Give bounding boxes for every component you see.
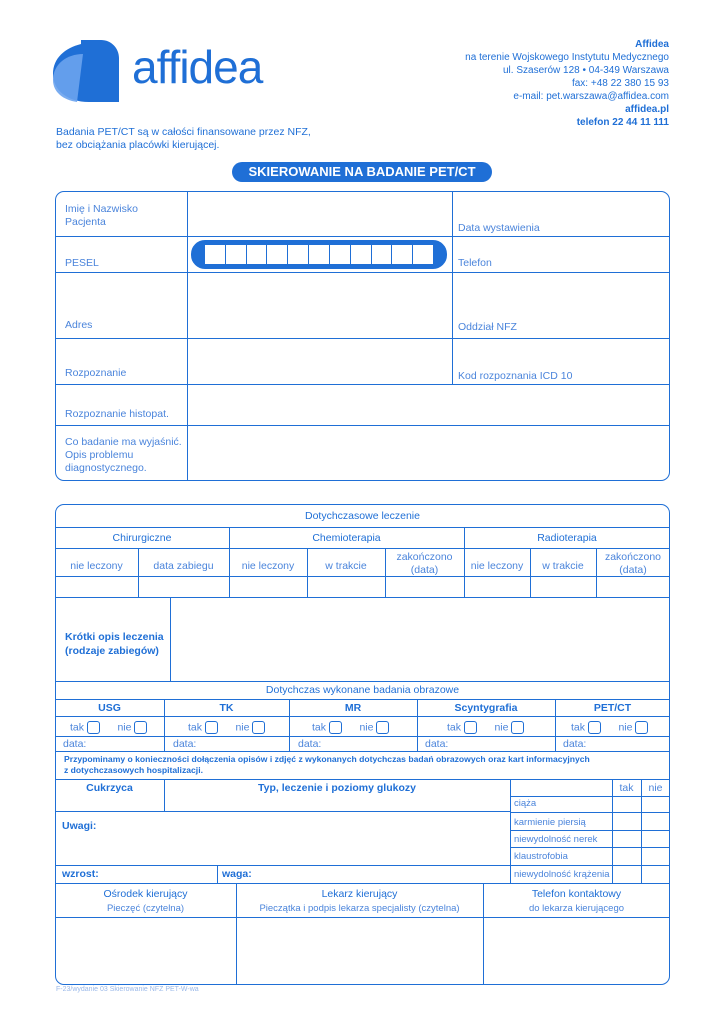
question-label: Co badanie ma wyjaśnić. Opis problemu diagnostycznego. bbox=[65, 436, 182, 474]
form-title: SKIEROWANIE NA BADANIE PET/CT bbox=[232, 162, 492, 182]
mr-header: MR bbox=[344, 702, 362, 714]
petct-date: data: bbox=[563, 738, 587, 750]
treatment-summary-label: Krótki opis leczenia (rodzaje zabiegów) bbox=[65, 631, 164, 657]
divider bbox=[217, 865, 218, 883]
glucose-label: Typ, leczenie i poziomy glukozy bbox=[258, 782, 416, 794]
condition-yes-header: tak bbox=[619, 782, 634, 794]
phone: telefon 22 44 11 111 bbox=[576, 117, 669, 128]
patient-name-field[interactable] bbox=[188, 192, 451, 235]
contact-phone-field[interactable] bbox=[485, 919, 668, 982]
remarks-field[interactable] bbox=[57, 813, 509, 863]
radio-header: Radioterapia bbox=[537, 532, 597, 544]
scintigraphy-date: data: bbox=[425, 738, 449, 750]
scintigraphy-header: Scyntygrafia bbox=[454, 702, 518, 714]
height-label: wzrost: bbox=[62, 868, 99, 880]
address-field[interactable] bbox=[188, 274, 451, 337]
chemo-in-progress: w trakcie bbox=[325, 560, 367, 572]
surgery-header: Chirurgiczne bbox=[112, 532, 172, 544]
company-name: Affidea bbox=[635, 39, 669, 50]
histopat-field[interactable] bbox=[188, 386, 668, 424]
note-line1: Badania PET/CT są w całości finansowane przez NFZ, bbox=[56, 126, 311, 138]
question-field[interactable] bbox=[188, 427, 668, 479]
divider bbox=[55, 384, 670, 385]
condition-circulation: niewydolność krążenia bbox=[514, 869, 610, 880]
address-block bbox=[465, 38, 669, 129]
mr-date: data: bbox=[298, 738, 322, 750]
divider bbox=[55, 716, 670, 717]
diabetes-label: Cukrzyca bbox=[86, 782, 133, 794]
usg-header: USG bbox=[98, 702, 121, 714]
mr-yes-checkbox[interactable] bbox=[329, 721, 342, 734]
usg-yes-checkbox[interactable] bbox=[87, 721, 100, 734]
divider bbox=[55, 338, 670, 339]
affidea-logo-icon bbox=[53, 40, 128, 102]
divider bbox=[55, 527, 670, 528]
divider bbox=[55, 548, 670, 549]
mr-yes-no: tak nie bbox=[312, 721, 389, 734]
form-footer: F-23/wydanie 03 Skierowanie NFZ PET-W-wa bbox=[56, 986, 199, 993]
usg-date: data: bbox=[63, 738, 87, 750]
divider bbox=[55, 236, 670, 237]
contact-phone-sub: do lekarza kierującego bbox=[528, 903, 625, 914]
radio-not-treated: nie leczony bbox=[470, 560, 524, 572]
divider bbox=[510, 779, 511, 883]
tk-no-checkbox[interactable] bbox=[252, 721, 265, 734]
divider bbox=[55, 425, 670, 426]
divider bbox=[510, 830, 670, 831]
referring-center-sub: Pieczęć (czytelna) bbox=[106, 903, 185, 914]
icd-label: Kod rozpoznania ICD 10 bbox=[458, 370, 573, 382]
divider bbox=[55, 597, 670, 598]
address-line1: na terenie Wojskowego Instytutu Medycznego bbox=[465, 52, 669, 63]
diagnosis-label: Rozpoznanie bbox=[65, 367, 127, 379]
tk-yes-no: tak nie bbox=[188, 721, 265, 734]
email: e-mail: pet.warszawa@affidea.com bbox=[513, 91, 669, 102]
divider bbox=[55, 751, 670, 752]
usg-no-checkbox[interactable] bbox=[134, 721, 147, 734]
referring-doctor-sub: Pieczątka i podpis lekarza specjalisty (czytelna) bbox=[259, 903, 460, 914]
condition-no-header: nie bbox=[648, 782, 663, 794]
divider bbox=[510, 812, 670, 813]
radio-in-progress: w trakcie bbox=[542, 560, 584, 572]
scintigraphy-yes-checkbox[interactable] bbox=[464, 721, 477, 734]
usg-yes-no: tak nie bbox=[70, 721, 147, 734]
patient-name-label: Imię i Nazwisko Pacjenta bbox=[65, 203, 138, 228]
center-stamp-field[interactable] bbox=[57, 919, 235, 982]
chemo-not-treated: nie leczony bbox=[241, 560, 295, 572]
nfz-label: Oddział NFZ bbox=[458, 321, 517, 333]
divider bbox=[170, 597, 171, 681]
website: affidea.pl bbox=[625, 104, 669, 115]
divider bbox=[55, 883, 670, 884]
scintigraphy-yes-no: tak nie bbox=[447, 721, 524, 734]
divider bbox=[55, 917, 670, 918]
imaging-header: Dotychczas wykonane badania obrazowe bbox=[265, 684, 460, 696]
weight-label: waga: bbox=[222, 868, 252, 880]
issue-date-field[interactable] bbox=[453, 192, 668, 220]
divider bbox=[510, 865, 670, 866]
pesel-label: PESEL bbox=[65, 257, 99, 269]
remarks-label: Uwagi: bbox=[62, 820, 97, 832]
condition-pregnancy: ciąża bbox=[514, 798, 537, 809]
divider bbox=[55, 811, 510, 812]
issue-date-label: Data wystawienia bbox=[458, 222, 540, 234]
chemo-finished: zakończono (data) bbox=[396, 551, 453, 576]
petct-yes-checkbox[interactable] bbox=[588, 721, 601, 734]
surgery-date: data zabiegu bbox=[153, 560, 214, 572]
divider bbox=[55, 576, 670, 577]
imaging-reminder: Przypominamy o konieczności dołączenia opisów i zdjęć z wykonanych dotychczas badań obrazowych oraz kart informacyjnych z dotychczasowych hospitalizacji. bbox=[64, 754, 590, 775]
divider bbox=[510, 847, 670, 848]
petct-no-checkbox[interactable] bbox=[635, 721, 648, 734]
histopat-label: Rozpoznanie histopat. bbox=[65, 408, 169, 420]
pesel-field[interactable] bbox=[191, 240, 447, 269]
surgery-not-treated: nie leczony bbox=[70, 560, 123, 572]
referring-center-label: Ośrodek kierujący bbox=[103, 888, 188, 900]
fax: fax: +48 22 380 15 93 bbox=[571, 78, 669, 89]
financing-note bbox=[56, 126, 311, 152]
divider bbox=[55, 681, 670, 682]
doctor-signature-field[interactable] bbox=[238, 919, 482, 982]
phone-label: Telefon bbox=[458, 257, 492, 269]
diagnosis-field[interactable] bbox=[188, 340, 451, 383]
divider bbox=[55, 736, 670, 737]
mr-no-checkbox[interactable] bbox=[376, 721, 389, 734]
radio-finished: zakończono (data) bbox=[604, 551, 662, 576]
chemo-header: Chemioterapia bbox=[312, 532, 381, 544]
tk-yes-checkbox[interactable] bbox=[205, 721, 218, 734]
divider bbox=[55, 779, 670, 780]
divider bbox=[55, 865, 510, 866]
condition-claustrophobia: klaustrofobia bbox=[514, 851, 568, 862]
petct-header: PET/CT bbox=[593, 702, 632, 714]
contact-phone-label: Telefon kontaktowy bbox=[531, 888, 622, 900]
address-line2: ul. Szaserów 128 • 04-349 Warszawa bbox=[503, 65, 669, 76]
treatment-header: Dotychczasowe leczenie bbox=[305, 510, 420, 522]
address-label: Adres bbox=[65, 319, 93, 331]
condition-breastfeeding: karmienie piersią bbox=[514, 817, 586, 828]
tk-date: data: bbox=[173, 738, 197, 750]
petct-yes-no: tak nie bbox=[571, 721, 648, 734]
divider bbox=[55, 699, 670, 700]
divider bbox=[55, 272, 670, 273]
note-line2: bez obciążania placówki kierującej. bbox=[56, 139, 220, 151]
tk-header: TK bbox=[219, 702, 234, 714]
scintigraphy-no-checkbox[interactable] bbox=[511, 721, 524, 734]
condition-kidney: niewydolność nerek bbox=[514, 834, 598, 845]
treatment-summary-field[interactable] bbox=[172, 599, 668, 679]
brand-name: affidea bbox=[132, 41, 263, 93]
referring-doctor-label: Lekarz kierujący bbox=[321, 888, 398, 900]
